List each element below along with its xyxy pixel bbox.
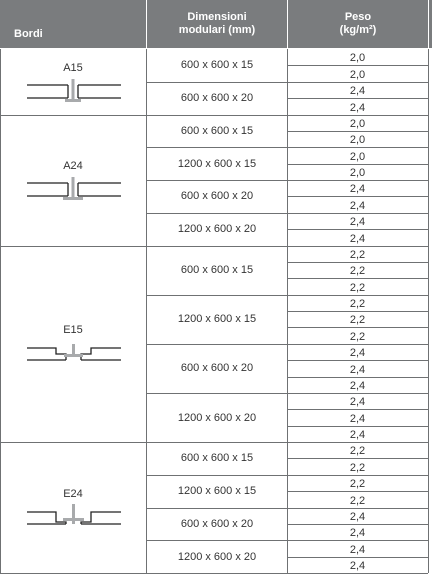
e15-edge-profile-icon — [0, 336, 146, 381]
weight-cell: 2,4 — [349, 363, 366, 376]
weight-cell: 2,2 — [349, 445, 366, 458]
weight-cell: 2,0 — [349, 167, 366, 180]
header-dimensioni — [147, 0, 287, 48]
weight-cell: 2,4 — [349, 216, 366, 229]
a15-edge-profile-icon — [0, 74, 146, 119]
weight-cell: 2,4 — [349, 527, 366, 540]
weight-cell: 2,2 — [349, 298, 366, 311]
header-peso-label: Peso (kg/m²) — [339, 11, 377, 36]
weight-cell: 2,4 — [349, 199, 366, 212]
edge-type-label: A24 — [63, 160, 83, 173]
weight-cell: 2,4 — [349, 379, 366, 392]
dimension-cell: 1200 x 600 x 20 — [177, 550, 257, 563]
header-bordi-label: Bordi — [14, 27, 43, 40]
edge-type-label: E24 — [63, 487, 83, 500]
dimension-cell: 600 x 600 x 20 — [180, 190, 254, 203]
dimension-cell: 1200 x 600 x 20 — [177, 411, 257, 424]
weight-cell: 2,4 — [349, 412, 366, 425]
a24-edge-profile-icon — [0, 172, 146, 217]
dimension-cell: 600 x 600 x 20 — [180, 92, 254, 105]
weight-cell: 2,4 — [349, 560, 366, 573]
weight-cell: 2,0 — [349, 134, 366, 147]
dimension-cell: 600 x 600 x 15 — [180, 124, 254, 137]
dimension-cell: 1200 x 600 x 15 — [177, 485, 257, 498]
header-bordi — [0, 0, 146, 48]
dimension-cell: 1200 x 600 x 15 — [177, 313, 257, 326]
weight-cell: 2,0 — [349, 150, 366, 163]
weight-cell: 2,0 — [349, 52, 366, 65]
weight-cell: 2,4 — [349, 183, 366, 196]
header-peso — [288, 0, 428, 48]
weight-cell: 2,4 — [349, 347, 366, 360]
dimension-cell: 600 x 600 x 15 — [180, 59, 254, 72]
weight-cell: 2,4 — [349, 232, 366, 245]
group-divider — [0, 573, 428, 574]
weight-cell: 2,2 — [349, 494, 366, 507]
weight-cell: 2,4 — [349, 396, 366, 409]
edge-type-label: E15 — [63, 323, 83, 336]
e24-edge-profile-icon — [0, 500, 146, 545]
weight-cell: 2,4 — [349, 101, 366, 114]
weight-cell: 2,2 — [349, 281, 366, 294]
weight-cell: 2,2 — [349, 478, 366, 491]
edge-type-label: A15 — [63, 61, 83, 74]
weight-cell: 2,0 — [349, 68, 366, 81]
weight-cell: 2,4 — [349, 511, 366, 523]
dimension-cell: 600 x 600 x 20 — [180, 518, 254, 530]
header-dimensioni-label: Dimensioni modulari (mm) — [178, 11, 256, 36]
weight-cell: 2,0 — [349, 117, 366, 130]
weight-cell: 2,4 — [349, 543, 366, 556]
weight-cell: 2,4 — [349, 429, 366, 442]
weight-cell: 2,4 — [349, 85, 366, 98]
weight-cell: 2,2 — [349, 265, 366, 278]
dimension-cell: 600 x 600 x 15 — [180, 264, 254, 277]
dimension-cell: 600 x 600 x 15 — [180, 452, 254, 465]
dimension-cell: 600 x 600 x 20 — [180, 362, 254, 375]
dimension-cell: 1200 x 600 x 15 — [177, 157, 257, 170]
weight-cell: 2,2 — [349, 314, 366, 327]
weight-cell: 2,2 — [349, 461, 366, 474]
table-right-border — [428, 49, 429, 573]
weight-cell: 2,2 — [349, 330, 366, 343]
dimension-cell: 1200 x 600 x 20 — [177, 223, 257, 236]
weight-cell: 2,2 — [349, 248, 366, 261]
